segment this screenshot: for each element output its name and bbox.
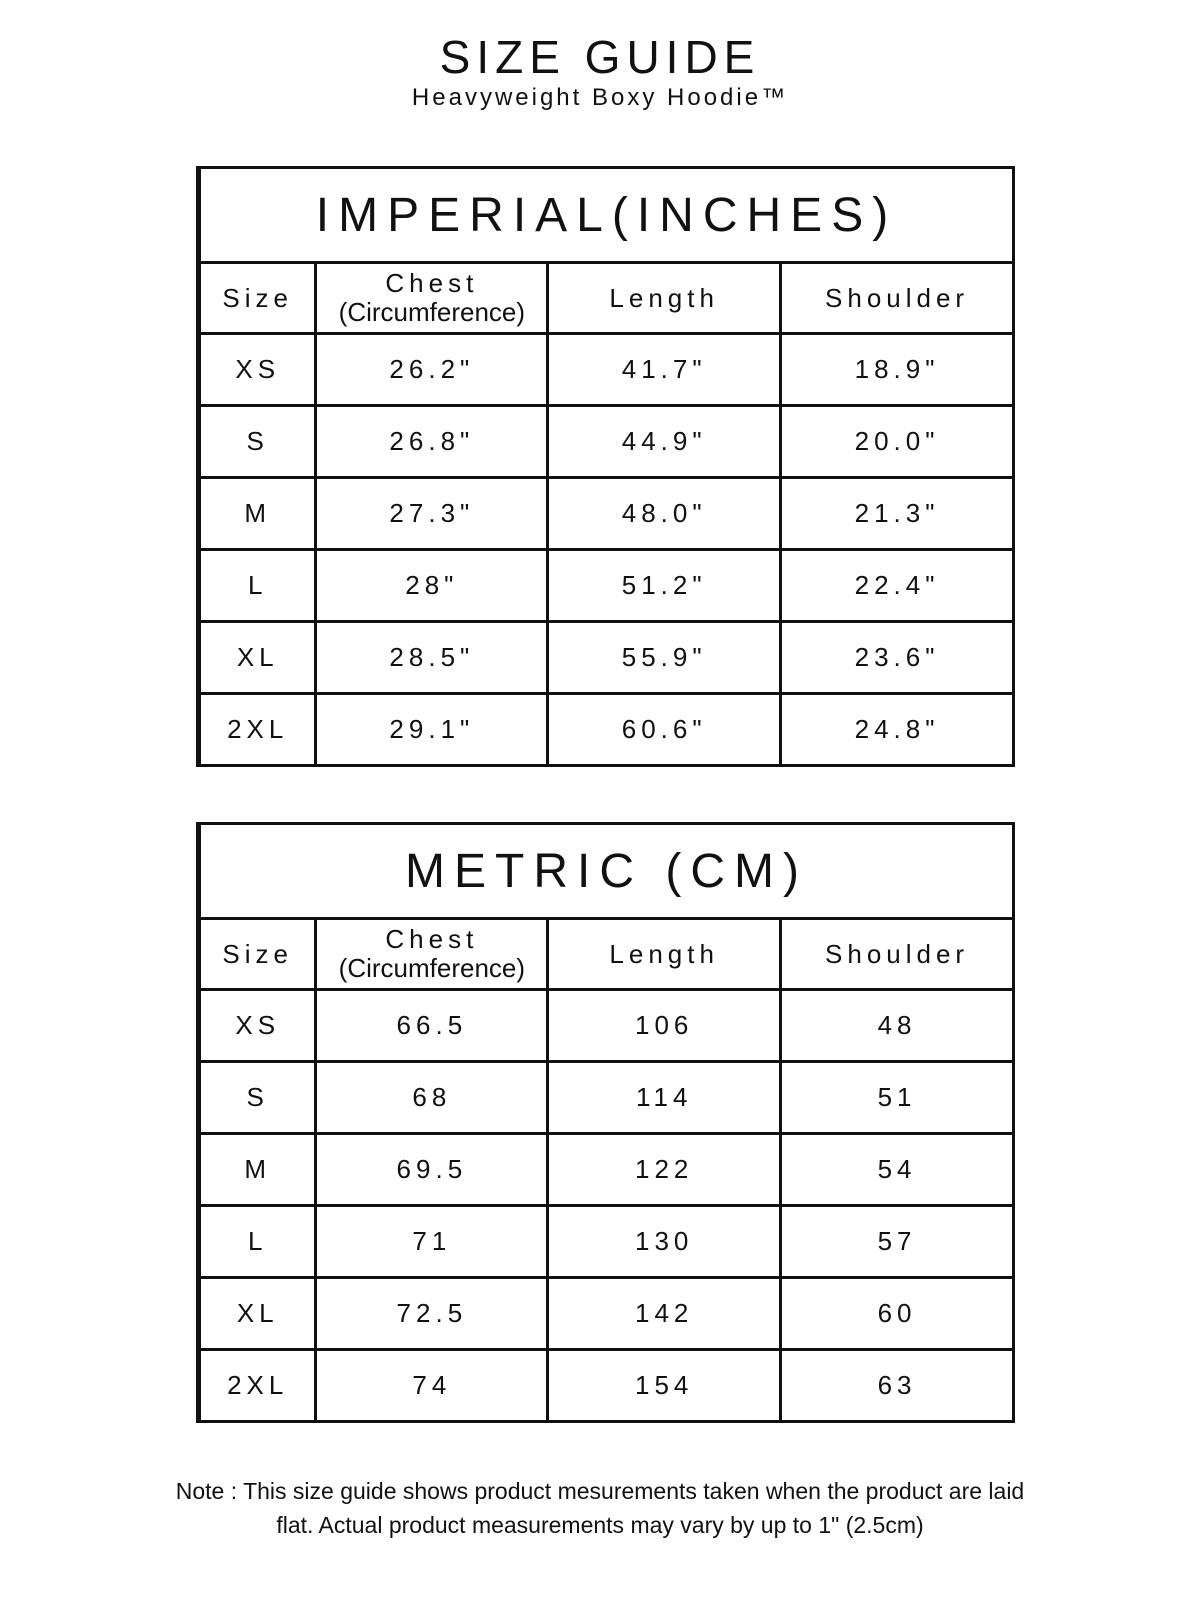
note-line: flat. Actual product measurements may vary by up to 1" (2.5cm) bbox=[276, 1512, 924, 1538]
table-row bbox=[199, 990, 1014, 1062]
page-title: SIZE GUIDE bbox=[439, 31, 761, 83]
cell-shoulder: 22.4" bbox=[781, 550, 1014, 622]
cell-chest: 27.3" bbox=[316, 478, 548, 550]
note-line: Note : This size guide shows product mesurements taken when the product are laid bbox=[175, 1478, 1025, 1504]
header-chest-sub: (Circumference) bbox=[338, 953, 526, 983]
cell-shoulder: 60 bbox=[781, 1278, 1014, 1350]
table-row bbox=[199, 1278, 1014, 1350]
cell-length: 51.2" bbox=[548, 550, 781, 622]
header-chest-label: Chest bbox=[385, 924, 479, 954]
cell-shoulder: 48 bbox=[781, 990, 1014, 1062]
header-length: Length bbox=[548, 919, 781, 990]
cell-length: 106 bbox=[548, 990, 781, 1062]
table-row bbox=[199, 334, 1014, 406]
cell-length: 154 bbox=[548, 1350, 781, 1422]
header-shoulder: Shoulder bbox=[781, 919, 1014, 990]
cell-shoulder: 63 bbox=[781, 1350, 1014, 1422]
cell-chest: 26.2" bbox=[316, 334, 548, 406]
cell-size: S bbox=[199, 406, 316, 478]
cell-shoulder: 21.3" bbox=[781, 478, 1014, 550]
cell-length: 44.9" bbox=[548, 406, 781, 478]
table-row bbox=[199, 1350, 1014, 1422]
header-chest-label: Chest bbox=[385, 268, 479, 298]
table-row bbox=[199, 1206, 1014, 1278]
cell-length: 142 bbox=[548, 1278, 781, 1350]
cell-size: XS bbox=[199, 990, 316, 1062]
cell-size: XL bbox=[199, 1278, 316, 1350]
table-row bbox=[199, 550, 1014, 622]
cell-length: 55.9" bbox=[548, 622, 781, 694]
cell-shoulder: 20.0" bbox=[781, 406, 1014, 478]
cell-shoulder: 54 bbox=[781, 1134, 1014, 1206]
header-chest-sub: (Circumference) bbox=[338, 297, 526, 327]
cell-chest: 28" bbox=[316, 550, 548, 622]
cell-chest: 69.5 bbox=[316, 1134, 548, 1206]
header-chest bbox=[316, 919, 548, 990]
product-name: Heavyweight Boxy Hoodie™ bbox=[411, 84, 789, 111]
cell-size: XL bbox=[199, 622, 316, 694]
cell-size: L bbox=[199, 1206, 316, 1278]
cell-size: 2XL bbox=[199, 1350, 316, 1422]
cell-size: M bbox=[199, 478, 316, 550]
table-caption: IMPERIAL(INCHES) bbox=[199, 168, 1014, 263]
table-row bbox=[199, 694, 1014, 766]
cell-length: 122 bbox=[548, 1134, 781, 1206]
cell-shoulder: 18.9" bbox=[781, 334, 1014, 406]
cell-chest: 68 bbox=[316, 1062, 548, 1134]
header-shoulder: Shoulder bbox=[781, 263, 1014, 334]
cell-size: XS bbox=[199, 334, 316, 406]
cell-chest: 66.5 bbox=[316, 990, 548, 1062]
cell-size: 2XL bbox=[199, 694, 316, 766]
cell-chest: 74 bbox=[316, 1350, 548, 1422]
cell-length: 41.7" bbox=[548, 334, 781, 406]
table-header-row bbox=[199, 263, 1014, 334]
cell-length: 48.0" bbox=[548, 478, 781, 550]
table-header-row bbox=[199, 919, 1014, 990]
cell-length: 60.6" bbox=[548, 694, 781, 766]
cell-size: M bbox=[199, 1134, 316, 1206]
table-row bbox=[199, 478, 1014, 550]
header-size: Size bbox=[199, 263, 316, 334]
table-row bbox=[199, 1134, 1014, 1206]
imperial-size-table bbox=[196, 166, 1015, 767]
cell-shoulder: 24.8" bbox=[781, 694, 1014, 766]
cell-size: S bbox=[199, 1062, 316, 1134]
cell-chest: 71 bbox=[316, 1206, 548, 1278]
table-row bbox=[199, 1062, 1014, 1134]
cell-shoulder: 51 bbox=[781, 1062, 1014, 1134]
measurement-note bbox=[100, 1474, 1100, 1542]
cell-chest: 28.5" bbox=[316, 622, 548, 694]
cell-chest: 72.5 bbox=[316, 1278, 548, 1350]
table-caption: METRIC (CM) bbox=[199, 824, 1014, 919]
cell-shoulder: 23.6" bbox=[781, 622, 1014, 694]
cell-size: L bbox=[199, 550, 316, 622]
header-chest bbox=[316, 263, 548, 334]
table-row bbox=[199, 622, 1014, 694]
cell-chest: 29.1" bbox=[316, 694, 548, 766]
cell-length: 130 bbox=[548, 1206, 781, 1278]
header-size: Size bbox=[199, 919, 316, 990]
cell-shoulder: 57 bbox=[781, 1206, 1014, 1278]
cell-length: 114 bbox=[548, 1062, 781, 1134]
metric-size-table bbox=[196, 822, 1015, 1423]
header-length: Length bbox=[548, 263, 781, 334]
cell-chest: 26.8" bbox=[316, 406, 548, 478]
table-row bbox=[199, 406, 1014, 478]
